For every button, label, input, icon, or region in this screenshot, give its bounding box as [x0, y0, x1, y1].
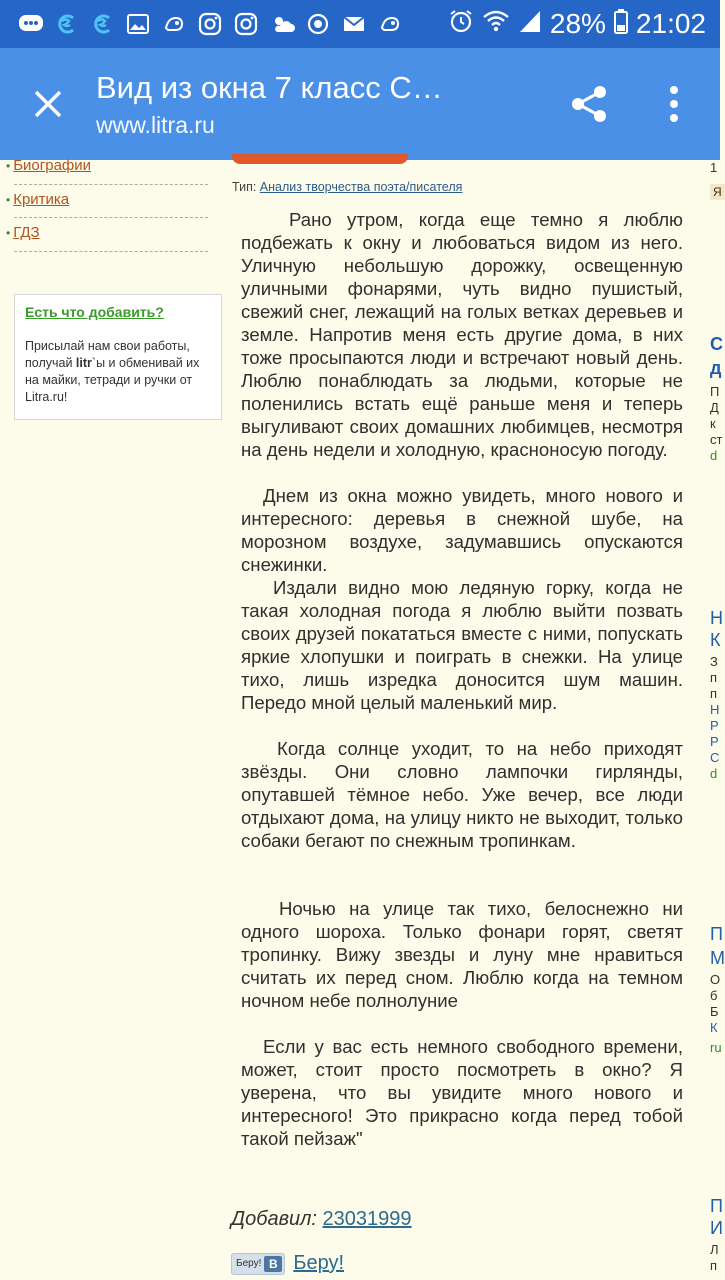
web-page	[0, 157, 725, 1280]
right-fragment[interactable]: д	[710, 358, 722, 378]
bullet-icon: •	[6, 193, 11, 207]
right-fragment[interactable]: Р	[710, 718, 719, 733]
add-work-text: Присылай нам свои работы, получай litr`ы и обменивай их на майки, тетради и ручки от Litra.ru!	[25, 339, 200, 404]
battery-icon	[614, 8, 628, 41]
right-fragment[interactable]: М	[710, 948, 725, 968]
right-fragment: d	[710, 766, 718, 781]
right-fragment: ru	[710, 1040, 722, 1055]
right-fragment[interactable]: С	[710, 334, 723, 354]
added-by: Добавил: 23031999	[231, 1208, 412, 1230]
right-fragment: П	[710, 384, 720, 399]
alarm-icon	[448, 8, 474, 41]
right-fragment[interactable]: И	[710, 1218, 723, 1238]
sidebar-item-biographies[interactable]: • Биографии	[6, 157, 92, 174]
article-text	[241, 208, 683, 1150]
article-paragraph: Если у вас есть немного свободного времени, может, стоит просто посмотреть в окно? Я уверена, что вы увидите много нового и интересного! Это прикрасно когда перед тобой такой пейзаж"	[241, 1036, 683, 1149]
add-work-title[interactable]: Есть что добавить?	[25, 304, 164, 320]
browser-toolbar	[0, 48, 720, 160]
overflow-menu-button[interactable]	[650, 78, 698, 130]
right-fragment: п	[710, 1258, 718, 1273]
beru-share	[231, 1252, 344, 1275]
swype-icon	[90, 12, 114, 36]
page-url: www.litra.ru	[96, 112, 215, 138]
instagram-icon	[234, 12, 258, 36]
vk-icon: В	[264, 1256, 282, 1272]
battery-percent: 28%	[549, 8, 606, 39]
add-work-box	[14, 294, 222, 420]
right-fragment[interactable]: С	[710, 750, 720, 765]
beru-button[interactable]: Беру! В	[231, 1253, 285, 1275]
right-fragment[interactable]: Н	[710, 608, 723, 628]
right-fragment: Б	[710, 1004, 719, 1019]
sidebar-item-critics[interactable]: • Критика	[6, 191, 70, 208]
article-paragraph: Днем из окна можно увидеть, много нового и интересного: деревья в снежной шубе, на морозном воздухе, задумавшись опускаются снежинки.	[241, 485, 683, 575]
sync-icon	[306, 12, 330, 36]
article-paragraph: Ночью на улице так тихо, белоснежно ни одного шороха. Только фонари горят, светят тропинку. Вижу звезды и луну мне нравиться считать их перед сном. Люблю когда на темном ночном небе полнолуние	[241, 898, 683, 1011]
right-fragment: Я	[710, 184, 725, 200]
system-status	[448, 6, 706, 42]
article-paragraph: Издали видно мою ледяную горку, когда не такая холодная погода я люблю выйти позвать своих друзей покататься вместе с ними, попускать яркие хлопушки и поиграть в снежки. На улице тихо, лишь изредка доносится шум машин. Передо мной целый маленький мир.	[241, 577, 683, 713]
divider	[14, 217, 208, 218]
weather-icon	[270, 12, 294, 36]
right-fragment[interactable]: Р	[710, 734, 719, 749]
right-fragment: Л	[710, 1242, 719, 1257]
ucbrowser-icon	[378, 12, 402, 36]
divider	[14, 251, 208, 252]
right-fragment: п	[710, 686, 718, 701]
wifi-icon	[482, 8, 510, 41]
divider	[14, 184, 208, 185]
close-button[interactable]	[22, 78, 74, 130]
right-fragment[interactable]: Н	[710, 702, 720, 717]
mail-icon	[342, 12, 366, 36]
right-fragment: Д	[710, 400, 719, 415]
right-fragment: d	[710, 448, 718, 463]
image-icon	[126, 12, 150, 36]
author-link[interactable]: 23031999	[322, 1208, 412, 1230]
page-title: Вид из окна 7 класс С…	[96, 70, 443, 105]
right-column-clipped	[700, 160, 725, 1280]
more-vertical-icon	[669, 86, 679, 122]
signal-icon	[518, 8, 542, 41]
right-fragment[interactable]: П	[710, 1196, 723, 1216]
right-fragment[interactable]: К	[710, 1020, 718, 1035]
right-fragment: ст	[710, 432, 723, 447]
notification-icons	[18, 8, 402, 40]
beru-link[interactable]: Беру!	[293, 1252, 345, 1274]
swype-icon	[54, 12, 78, 36]
chat-bubble-icon	[18, 12, 42, 36]
share-button[interactable]	[566, 78, 614, 130]
type-link[interactable]: Анализ творчества поэта/писателя	[259, 180, 463, 194]
right-fragment: З	[710, 654, 718, 669]
status-bar	[0, 0, 720, 48]
bullet-icon: •	[6, 226, 11, 240]
ucbrowser-icon	[162, 12, 186, 36]
right-fragment: б	[710, 988, 718, 1003]
clock: 21:02	[635, 8, 706, 39]
bullet-icon: •	[6, 159, 11, 173]
close-icon	[32, 88, 64, 120]
share-icon	[570, 84, 610, 124]
type-line: Тип: Анализ творчества поэта/писателя	[232, 180, 463, 194]
orange-button-edge[interactable]	[232, 154, 408, 164]
right-fragment: к	[710, 416, 716, 431]
right-fragment: 1	[710, 160, 718, 175]
sidebar-item-gdz[interactable]: • ГДЗ	[6, 224, 40, 241]
instagram-icon	[198, 12, 222, 36]
article-paragraph: Рано утром, когда еще темно я люблю подбежать к окну и любоваться видом из него. Уличную небольшую дорожку, освещенную уличными фонарями, чуть видно пушистый, свежий снег, лежащий на голых ветках деревьев и земле. Напротив меня есть другие дома, в них тоже просыпаются люди и встречают новый день. Люблю понаблюдать за людьми, которые не поленились встать ещё раньше меня и теперь выгуливают своих домашних любимцев, несмотря на день недели и холодную, красноносую погоду.	[241, 209, 683, 460]
right-fragment: п	[710, 670, 718, 685]
right-fragment: О	[710, 972, 721, 987]
article-paragraph: Когда солнце уходит, то на небо приходят звёзды. Они словно лампочки гирлянды, опутавшей тёмное небо. Уже вечер, все люди отдыхают дома, на улицу никто не выходит, только собаки бегают по снежным тропинкам.	[241, 738, 683, 851]
right-fragment[interactable]: П	[710, 924, 723, 944]
right-fragment[interactable]: К	[710, 630, 721, 650]
